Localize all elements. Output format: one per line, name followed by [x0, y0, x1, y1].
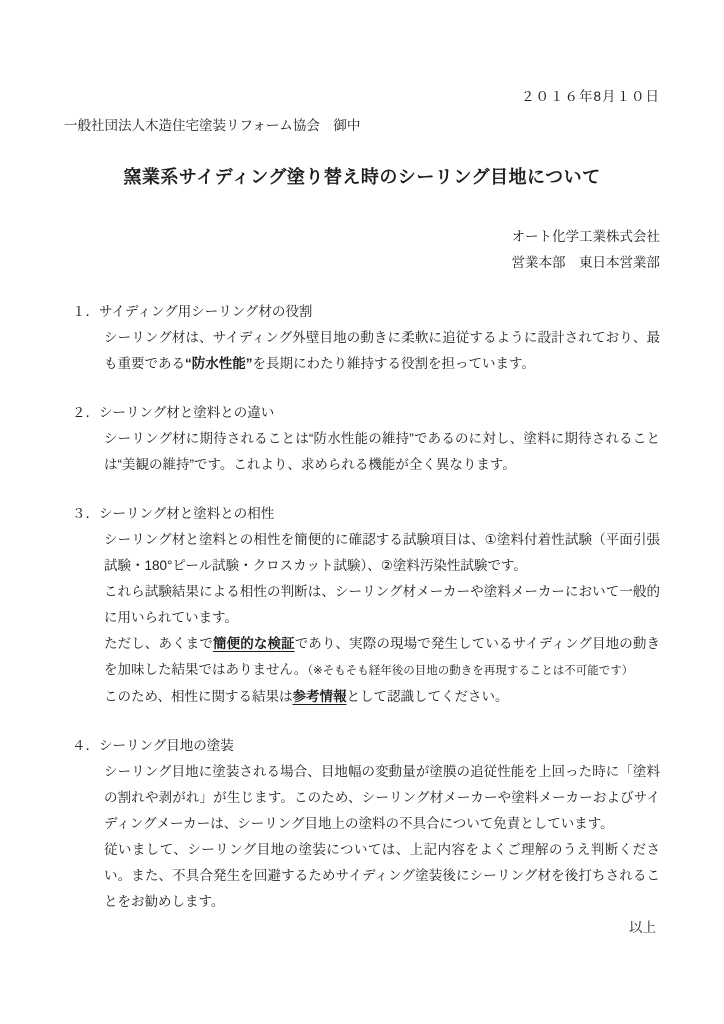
document-date: ２０１６年8月１０日	[520, 89, 660, 104]
sender-company: オート化学工業株式会社	[511, 229, 660, 244]
section-4-heading: ４．シーリング目地の塗装	[72, 738, 234, 753]
addressee-line: 一般社団法人木造住宅塗装リフォーム協会 御中	[64, 118, 361, 133]
section-1-body	[64, 325, 660, 377]
paragraph	[104, 631, 660, 684]
text-run-small-note: （※そもそも経年後の目地の動きを再現することは不可能です）	[307, 665, 634, 677]
section-2-difference	[64, 400, 660, 478]
text-run-bold-underline-simple-verification: 簡便的な検証	[212, 636, 295, 651]
paragraph: シーリング材と塗料との相性を簡便的に確認する試験項目は、①塗料付着性試験（平面引張試験・180°ピール試験・クロスカット試験）、②塗料汚染性試験です。	[104, 532, 660, 573]
section-3-heading: ３．シーリング材と塗料との相性	[72, 506, 275, 521]
text-run-bold-underline-reference-info: 参考情報	[292, 689, 347, 704]
section-2-body	[64, 426, 660, 478]
paragraph: シーリング目地に塗装される場合、目地幅の変動量が塗膜の追従性能を上回った時に「塗料の割れや剥がれ」が生じます。このため、シーリング材メーカーや塗料メーカーおよびサイディングメーカーは、シーリング目地上の塗料の不具合について免責としています。	[104, 764, 660, 831]
paragraph: シーリング材に期待されることは“防水性能の維持”であるのに対し、塗料に期待されることは“美観の維持”です。これより、求められる機能が全く異なります。	[104, 431, 660, 472]
section-3-body	[64, 527, 660, 710]
paragraph: 従いまして、シーリング目地の塗装については、上記内容をよくご理解のうえ判断ください。また、不具合発生を回避するためサイディング塗装後にシーリング材を後打ちされることをお勧めします。	[104, 842, 660, 909]
paragraph	[104, 684, 660, 710]
section-1-sealant-role	[64, 299, 660, 377]
section-2-heading: ２．シーリング材と塗料との違い	[72, 405, 275, 420]
section-4-body	[64, 759, 660, 915]
text-run: このため、相性に関する結果は	[104, 689, 293, 704]
sender-block	[64, 224, 660, 276]
text-run: ただし、あくまで	[104, 636, 213, 651]
text-run: シーリング材は、サイディング外壁目地の動きに柔軟に追従するように設計されており、最も重要である	[104, 330, 660, 371]
section-1-heading: １．サイディング用シーリング材の役割	[72, 304, 313, 319]
closing-word: 以上	[629, 920, 656, 935]
paragraph	[104, 325, 660, 377]
document-title: 窯業系サイディング塗り替え時のシーリング目地について	[123, 167, 601, 187]
section-4-joint-painting	[64, 733, 660, 915]
text-run-bold-waterproof: “防水性能”	[185, 356, 253, 371]
text-run: として認識してください。	[346, 689, 509, 704]
text-run: であり、実際の現場で発生しているサイディング目地の動きを加味した結果ではありません。	[104, 636, 660, 677]
sender-department: 営業本部 東日本営業部	[511, 255, 660, 270]
section-3-compatibility	[64, 501, 660, 710]
text-run: を長期にわたり維持する役割を担っています。	[252, 356, 535, 371]
paragraph: これら試験結果による相性の判断は、シーリング材メーカーや塗料メーカーにおいて一般的に用いられています。	[104, 584, 660, 625]
